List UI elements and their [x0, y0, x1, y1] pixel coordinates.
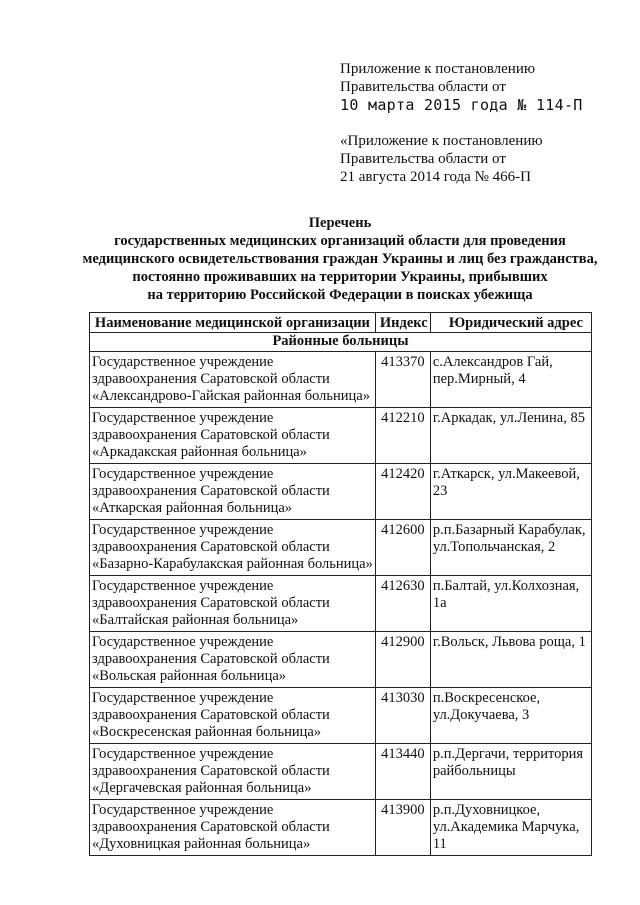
organization-name-cell [90, 464, 376, 520]
organization-name-cell [90, 520, 376, 576]
appendix-line: Приложение к постановлению [340, 61, 536, 77]
organization-name-cell [90, 800, 376, 856]
organization-name-line: Государственное учреждение [92, 410, 274, 426]
header-address: Юридический адрес [430, 313, 591, 333]
organization-name-line: здравоохранения Саратовской области [92, 819, 330, 835]
title-line: постоянно проживавших на территории Украины, прибывших [132, 269, 548, 285]
appendix-header [340, 60, 630, 114]
legal-address-cell: п.Балтай, ул.Колхозная, 1а [430, 576, 591, 632]
organization-name-line: «Базарно-Карабулакская районная больница» [92, 556, 373, 572]
organization-name-line: здравоохранения Саратовской области [92, 483, 330, 499]
organization-name-cell [90, 744, 376, 800]
table-row [90, 688, 592, 744]
original-appendix-line: «Приложение к постановлению [340, 133, 543, 149]
legal-address-cell: г.Вольск, Львова роща, 1 [430, 632, 591, 688]
organization-name-line: здравоохранения Саратовской области [92, 651, 330, 667]
organization-name-line: «Александрово-Гайская районная больница» [92, 388, 370, 404]
organization-name-line: «Аркадакская районная больница» [92, 444, 307, 460]
table-row [90, 408, 592, 464]
table-row [90, 744, 592, 800]
organization-name-cell [90, 576, 376, 632]
postal-index-cell: 413030 [375, 688, 430, 744]
organization-name-line: «Балтайская районная больница» [92, 612, 299, 628]
organization-name-line: здравоохранения Саратовской области [92, 539, 330, 555]
legal-address-cell: п.Воскресенское, ул.Докучаева, 3 [430, 688, 591, 744]
organization-name-line: Государственное учреждение [92, 354, 274, 370]
organizations-table [89, 312, 592, 856]
table-row [90, 800, 592, 856]
organization-name-line: здравоохранения Саратовской области [92, 371, 330, 387]
organization-name-cell [90, 632, 376, 688]
table-row [90, 632, 592, 688]
organization-name-line: Государственное учреждение [92, 522, 274, 538]
original-appendix-header [340, 132, 630, 186]
organization-name-line: «Воскресенская районная больница» [92, 724, 322, 740]
postal-index-cell: 412210 [375, 408, 430, 464]
organization-name-line: здравоохранения Саратовской области [92, 595, 330, 611]
organization-name-line: «Вольская районная больница» [92, 668, 287, 684]
organization-name-line: Государственное учреждение [92, 690, 274, 706]
original-appendix-line: Правительства области от [340, 151, 506, 167]
postal-index-cell: 413370 [375, 352, 430, 408]
postal-index-cell: 412900 [375, 632, 430, 688]
legal-address-cell: с.Александров Гай, пер.Мирный, 4 [430, 352, 591, 408]
organization-name-line: «Аткарская районная больница» [92, 500, 293, 516]
organization-name-line: здравоохранения Саратовской области [92, 707, 330, 723]
organization-name-line: Государственное учреждение [92, 578, 274, 594]
section-title: Районные больницы [90, 333, 592, 352]
organization-name-line: «Духовницкая районная больница» [92, 836, 311, 852]
organization-name-line: «Дергачевская районная больница» [92, 780, 312, 796]
table-header-row [90, 313, 592, 333]
organization-name-line: здравоохранения Саратовской области [92, 763, 330, 779]
title-line: Перечень [308, 215, 372, 231]
appendix-date-line: 10 марта 2015 года № 114-П [340, 96, 583, 114]
organization-name-cell [90, 352, 376, 408]
postal-index-cell: 413900 [375, 800, 430, 856]
title-line: на территорию Российской Федерации в поисках убежища [147, 287, 533, 303]
organization-name-cell [90, 688, 376, 744]
section-row [90, 333, 592, 352]
header-name: Наименование медицинской организации [90, 313, 376, 333]
title-line: медицинского освидетельствования граждан Украины и лиц без гражданства, [82, 251, 598, 267]
appendix-line: Правительства области от [340, 79, 506, 95]
table-row [90, 464, 592, 520]
header-index: Индекс [375, 313, 430, 333]
postal-index-cell: 413440 [375, 744, 430, 800]
table-row [90, 576, 592, 632]
organization-name-line: Государственное учреждение [92, 802, 274, 818]
table-row [90, 352, 592, 408]
title-line: государственных медицинских организаций области для проведения [114, 233, 566, 249]
original-appendix-date-line: 21 августа 2014 года № 466-П [340, 169, 531, 185]
legal-address-cell: р.п.Дергачи, территория райбольницы [430, 744, 591, 800]
legal-address-cell: г.Аткарск, ул.Макеевой, 23 [430, 464, 591, 520]
organization-name-line: Государственное учреждение [92, 746, 274, 762]
legal-address-cell: р.п.Духовницкое, ул.Академика Марчука, 11 [430, 800, 591, 856]
table-row [90, 520, 592, 576]
organization-name-cell [90, 408, 376, 464]
postal-index-cell: 412600 [375, 520, 430, 576]
legal-address-cell: р.п.Базарный Карабулак, ул.Топольчанская, 2 [430, 520, 591, 576]
organization-name-line: здравоохранения Саратовской области [92, 427, 330, 443]
organization-name-line: Государственное учреждение [92, 634, 274, 650]
postal-index-cell: 412630 [375, 576, 430, 632]
document-title [60, 214, 620, 304]
legal-address-cell: г.Аркадак, ул.Ленина, 85 [430, 408, 591, 464]
postal-index-cell: 412420 [375, 464, 430, 520]
organization-name-line: Государственное учреждение [92, 466, 274, 482]
